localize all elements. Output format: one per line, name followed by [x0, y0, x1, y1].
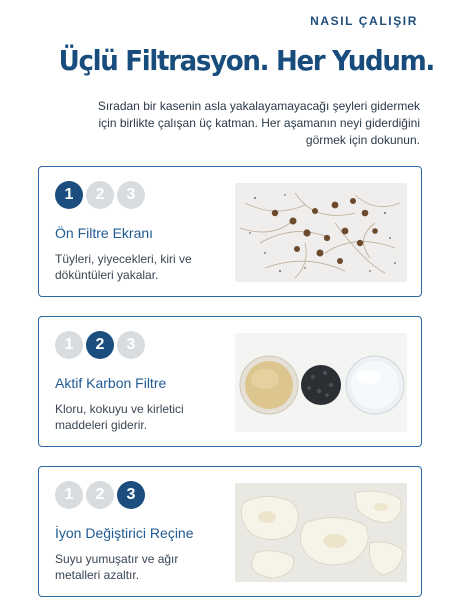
stage-description-line-1: Tüyleri, yiyecekleri, kiri ve — [55, 252, 192, 266]
intro-text — [60, 98, 420, 149]
filter-stage-card-2[interactable] — [38, 316, 422, 447]
step-3-badge: 3 — [117, 181, 145, 209]
stage-description — [55, 251, 225, 283]
step-3-badge: 3 — [117, 331, 145, 359]
intro-line-2: için birlikte çalışan üç katman. Her aşamanın neyi giderdiğini — [98, 116, 420, 130]
step-2-badge: 2 — [86, 331, 114, 359]
page-title: Üçlü Filtrasyon. Her Yudum. — [58, 44, 435, 77]
stage-description-line-2: maddeleri giderir. — [55, 418, 148, 432]
step-1-badge: 1 — [55, 481, 83, 509]
eyebrow-label: NASIL ÇALIŞIR — [310, 14, 418, 28]
step-indicator — [55, 331, 145, 359]
filter-stage-card-3[interactable] — [38, 466, 422, 597]
stage-description-line-2: metalleri azaltır. — [55, 568, 140, 582]
filter-stage-card-1[interactable] — [38, 166, 422, 297]
stage-description — [55, 401, 225, 433]
step-indicator — [55, 481, 145, 509]
stage-description-line-2: döküntüleri yakalar. — [55, 268, 159, 282]
mineral-scale-image — [235, 483, 407, 582]
stage-title: Aktif Karbon Filtre — [55, 375, 167, 391]
step-2-badge: 2 — [86, 481, 114, 509]
step-indicator — [55, 181, 145, 209]
intro-line-1: Sıradan bir kasenin asla yakalayamayacağı şeyleri gidermek — [97, 99, 420, 113]
intro-line-3: görmek için dokunun. — [305, 133, 420, 147]
water-carbon-bowls-image — [235, 333, 407, 432]
step-2-badge: 2 — [86, 181, 114, 209]
stage-description-line-1: Kloru, kokuyu ve kirletici — [55, 402, 184, 416]
stage-description — [55, 551, 225, 583]
stage-description-line-1: Suyu yumuşatır ve ağır — [55, 552, 179, 566]
stage-title: Ön Filtre Ekranı — [55, 225, 154, 241]
debris-kibble-hair-image — [235, 183, 407, 282]
stage-title: İyon Değiştirici Reçine — [55, 525, 194, 541]
step-3-badge: 3 — [117, 481, 145, 509]
step-1-badge: 1 — [55, 331, 83, 359]
step-1-badge: 1 — [55, 181, 83, 209]
